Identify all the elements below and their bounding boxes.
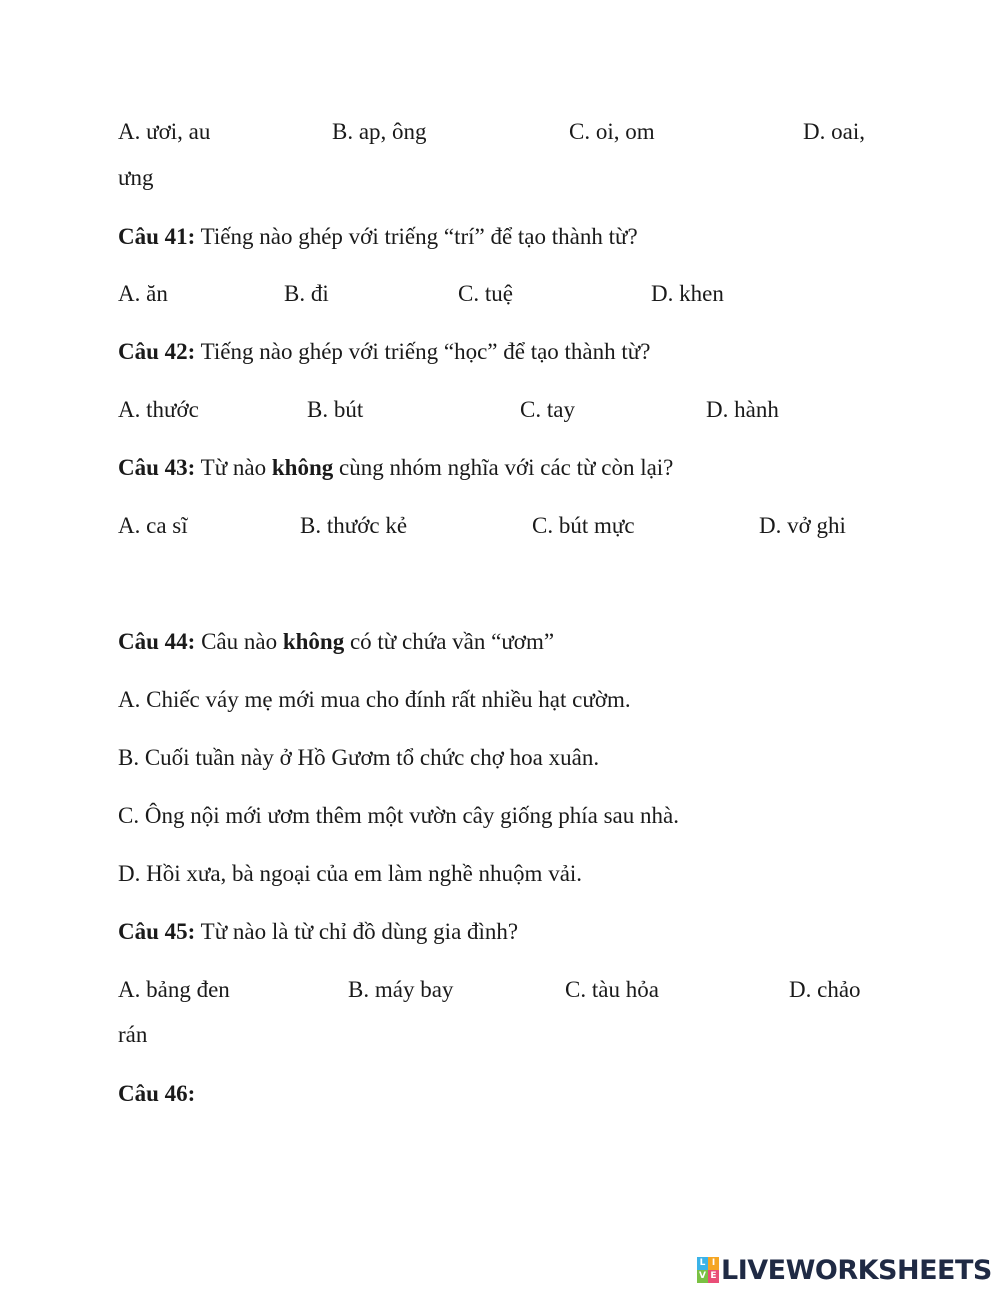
q43-option-c: C. bút mực [532, 513, 635, 538]
question-43-label: Câu 43: [118, 455, 196, 480]
q42-option-b: B. bút [307, 397, 364, 422]
logo-mark-letter: L [697, 1257, 708, 1270]
q43-option-b: B. thước kẻ [300, 513, 408, 538]
question-42-label: Câu 42: [118, 339, 196, 364]
logo-mark-letter: I [708, 1257, 719, 1270]
q44-option-d: D. Hồi xưa, bà ngoại của em làm nghề nhuộm vải. [118, 861, 583, 886]
q40-option-d: D. oai, [803, 119, 865, 144]
q40-option-a: A. ươi, au [118, 119, 211, 144]
question-44-label: Câu 44: [118, 629, 196, 654]
question-45-label: Câu 45: [118, 919, 196, 944]
q40-option-b: B. ap, ông [332, 119, 427, 144]
q45-option-d: D. chảo [789, 977, 861, 1002]
question-43-text-before: Từ nào [195, 455, 272, 480]
logo-mark-letter: E [708, 1270, 719, 1283]
q45-option-b: B. máy bay [348, 977, 454, 1002]
question-44-text-after: có từ chứa vần “ươm” [344, 629, 555, 654]
q45-option-a: A. bảng đen [118, 977, 230, 1002]
liveworksheets-wordmark: LIVEWORKSHEETS [721, 1254, 992, 1286]
question-41-label: Câu 41: [118, 224, 196, 249]
question-46-label: Câu 46: [118, 1081, 196, 1106]
q42-option-d: D. hành [706, 397, 779, 422]
q41-option-c: C. tuệ [458, 281, 513, 306]
question-44-emphasis: không [282, 629, 345, 654]
q42-option-a: A. thước [118, 397, 199, 422]
question-45 [118, 918, 518, 946]
question-44-text-before: Câu nào [195, 629, 283, 654]
question-43 [118, 454, 673, 482]
q43-option-a: A. ca sĩ [118, 513, 188, 538]
q45-option-c: C. tàu hỏa [565, 977, 659, 1002]
q41-option-b: B. đi [284, 281, 329, 306]
liveworksheets-mark-icon [697, 1257, 719, 1283]
q45-option-d-wrap: rán [118, 1022, 148, 1047]
q44-option-c: C. Ông nội mới ươm thêm một vườn cây giống phía sau nhà. [118, 803, 679, 828]
q44-option-a: A. Chiếc váy mẹ mới mua cho đính rất nhiều hạt cườm. [118, 687, 631, 712]
q41-option-d: D. khen [651, 281, 724, 306]
logo-mark-letter: V [697, 1270, 708, 1283]
q44-option-b: B. Cuối tuần này ở Hồ Gươm tổ chức chợ hoa xuân. [118, 745, 600, 770]
question-43-text-after: cùng nhóm nghĩa với các từ còn lại? [333, 455, 674, 480]
question-46 [118, 1080, 195, 1108]
question-41 [118, 223, 638, 251]
q41-option-a: A. ăn [118, 281, 168, 306]
question-41-text: Tiếng nào ghép với triếng “trí” để tạo thành từ? [195, 224, 638, 249]
q40-option-d-wrap: ưng [118, 165, 154, 190]
question-42 [118, 338, 650, 366]
q40-option-c: C. oi, om [569, 119, 655, 144]
question-44 [118, 628, 554, 656]
q43-option-d: D. vở ghi [759, 513, 846, 538]
question-43-emphasis: không [271, 455, 334, 480]
question-45-text: Từ nào là từ chỉ đồ dùng gia đình? [195, 919, 519, 944]
q42-option-c: C. tay [520, 397, 575, 422]
question-42-text: Tiếng nào ghép với triếng “học” để tạo thành từ? [195, 339, 651, 364]
liveworksheets-logo [697, 1254, 992, 1286]
